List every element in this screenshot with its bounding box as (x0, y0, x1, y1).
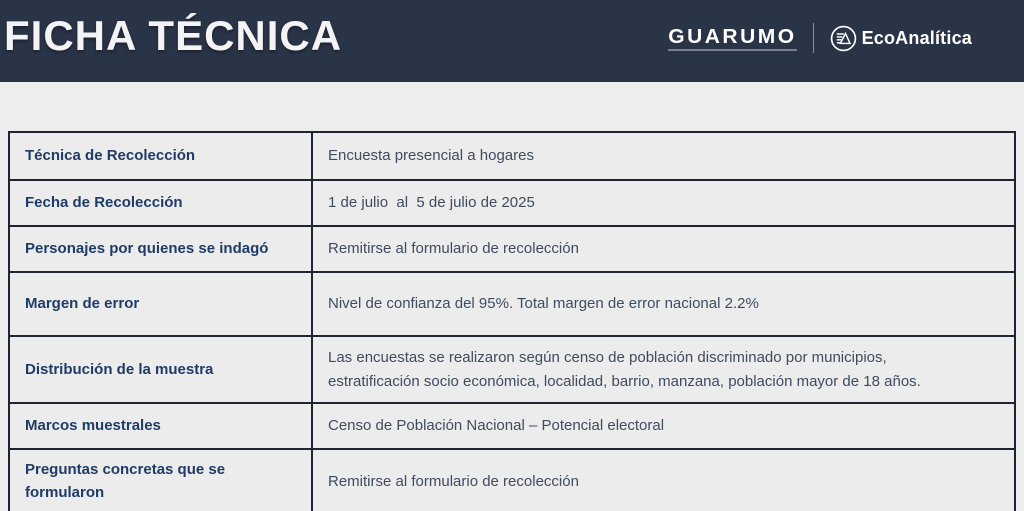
row-value: 1 de julio al 5 de julio de 2025 (313, 181, 1014, 225)
row-label: Distribución de la muestra (10, 337, 313, 402)
header-bar (0, 0, 1024, 82)
logo-group (668, 23, 972, 53)
page-title: FICHA TÉCNICA (4, 12, 343, 59)
row-label: Marcos muestrales (10, 404, 313, 448)
row-label: Personajes por quienes se indagó (10, 227, 313, 271)
guarumo-logo: GUARUMO (668, 26, 796, 50)
row-value: Remitirse al formulario de recolección (313, 227, 1014, 271)
ficha-tecnica-table (8, 131, 1016, 511)
row-value: Encuesta presencial a hogares (313, 133, 1014, 179)
table-row (10, 133, 1014, 179)
row-label: Fecha de Recolección (10, 181, 313, 225)
row-value: Censo de Población Nacional – Potencial electoral (313, 404, 1014, 448)
row-value: Las encuestas se realizaron según censo de población discriminado por municipios, estratificación socio económica, localidad, barrio, manzana, población mayor de 18 años. (313, 337, 1014, 402)
row-value: Nivel de confianza del 95%. Total margen de error nacional 2.2% (313, 273, 1014, 335)
content-area (0, 82, 1024, 511)
logo-divider (813, 23, 814, 53)
row-label: Margen de error (10, 273, 313, 335)
ecoanalitica-name: EcoAnalítica (861, 27, 972, 48)
table-row (10, 335, 1014, 402)
table-row (10, 225, 1014, 271)
row-label: Preguntas concretas que se formularon (10, 450, 313, 511)
row-value: Remitirse al formulario de recolección (313, 450, 1014, 511)
table-row (10, 402, 1014, 448)
table-row (10, 448, 1014, 511)
table-row (10, 271, 1014, 335)
ecoanalitica-logo (830, 25, 972, 52)
row-label: Técnica de Recolección (10, 133, 313, 179)
table-row (10, 179, 1014, 225)
ecoanalitica-monogram-icon (830, 25, 857, 52)
